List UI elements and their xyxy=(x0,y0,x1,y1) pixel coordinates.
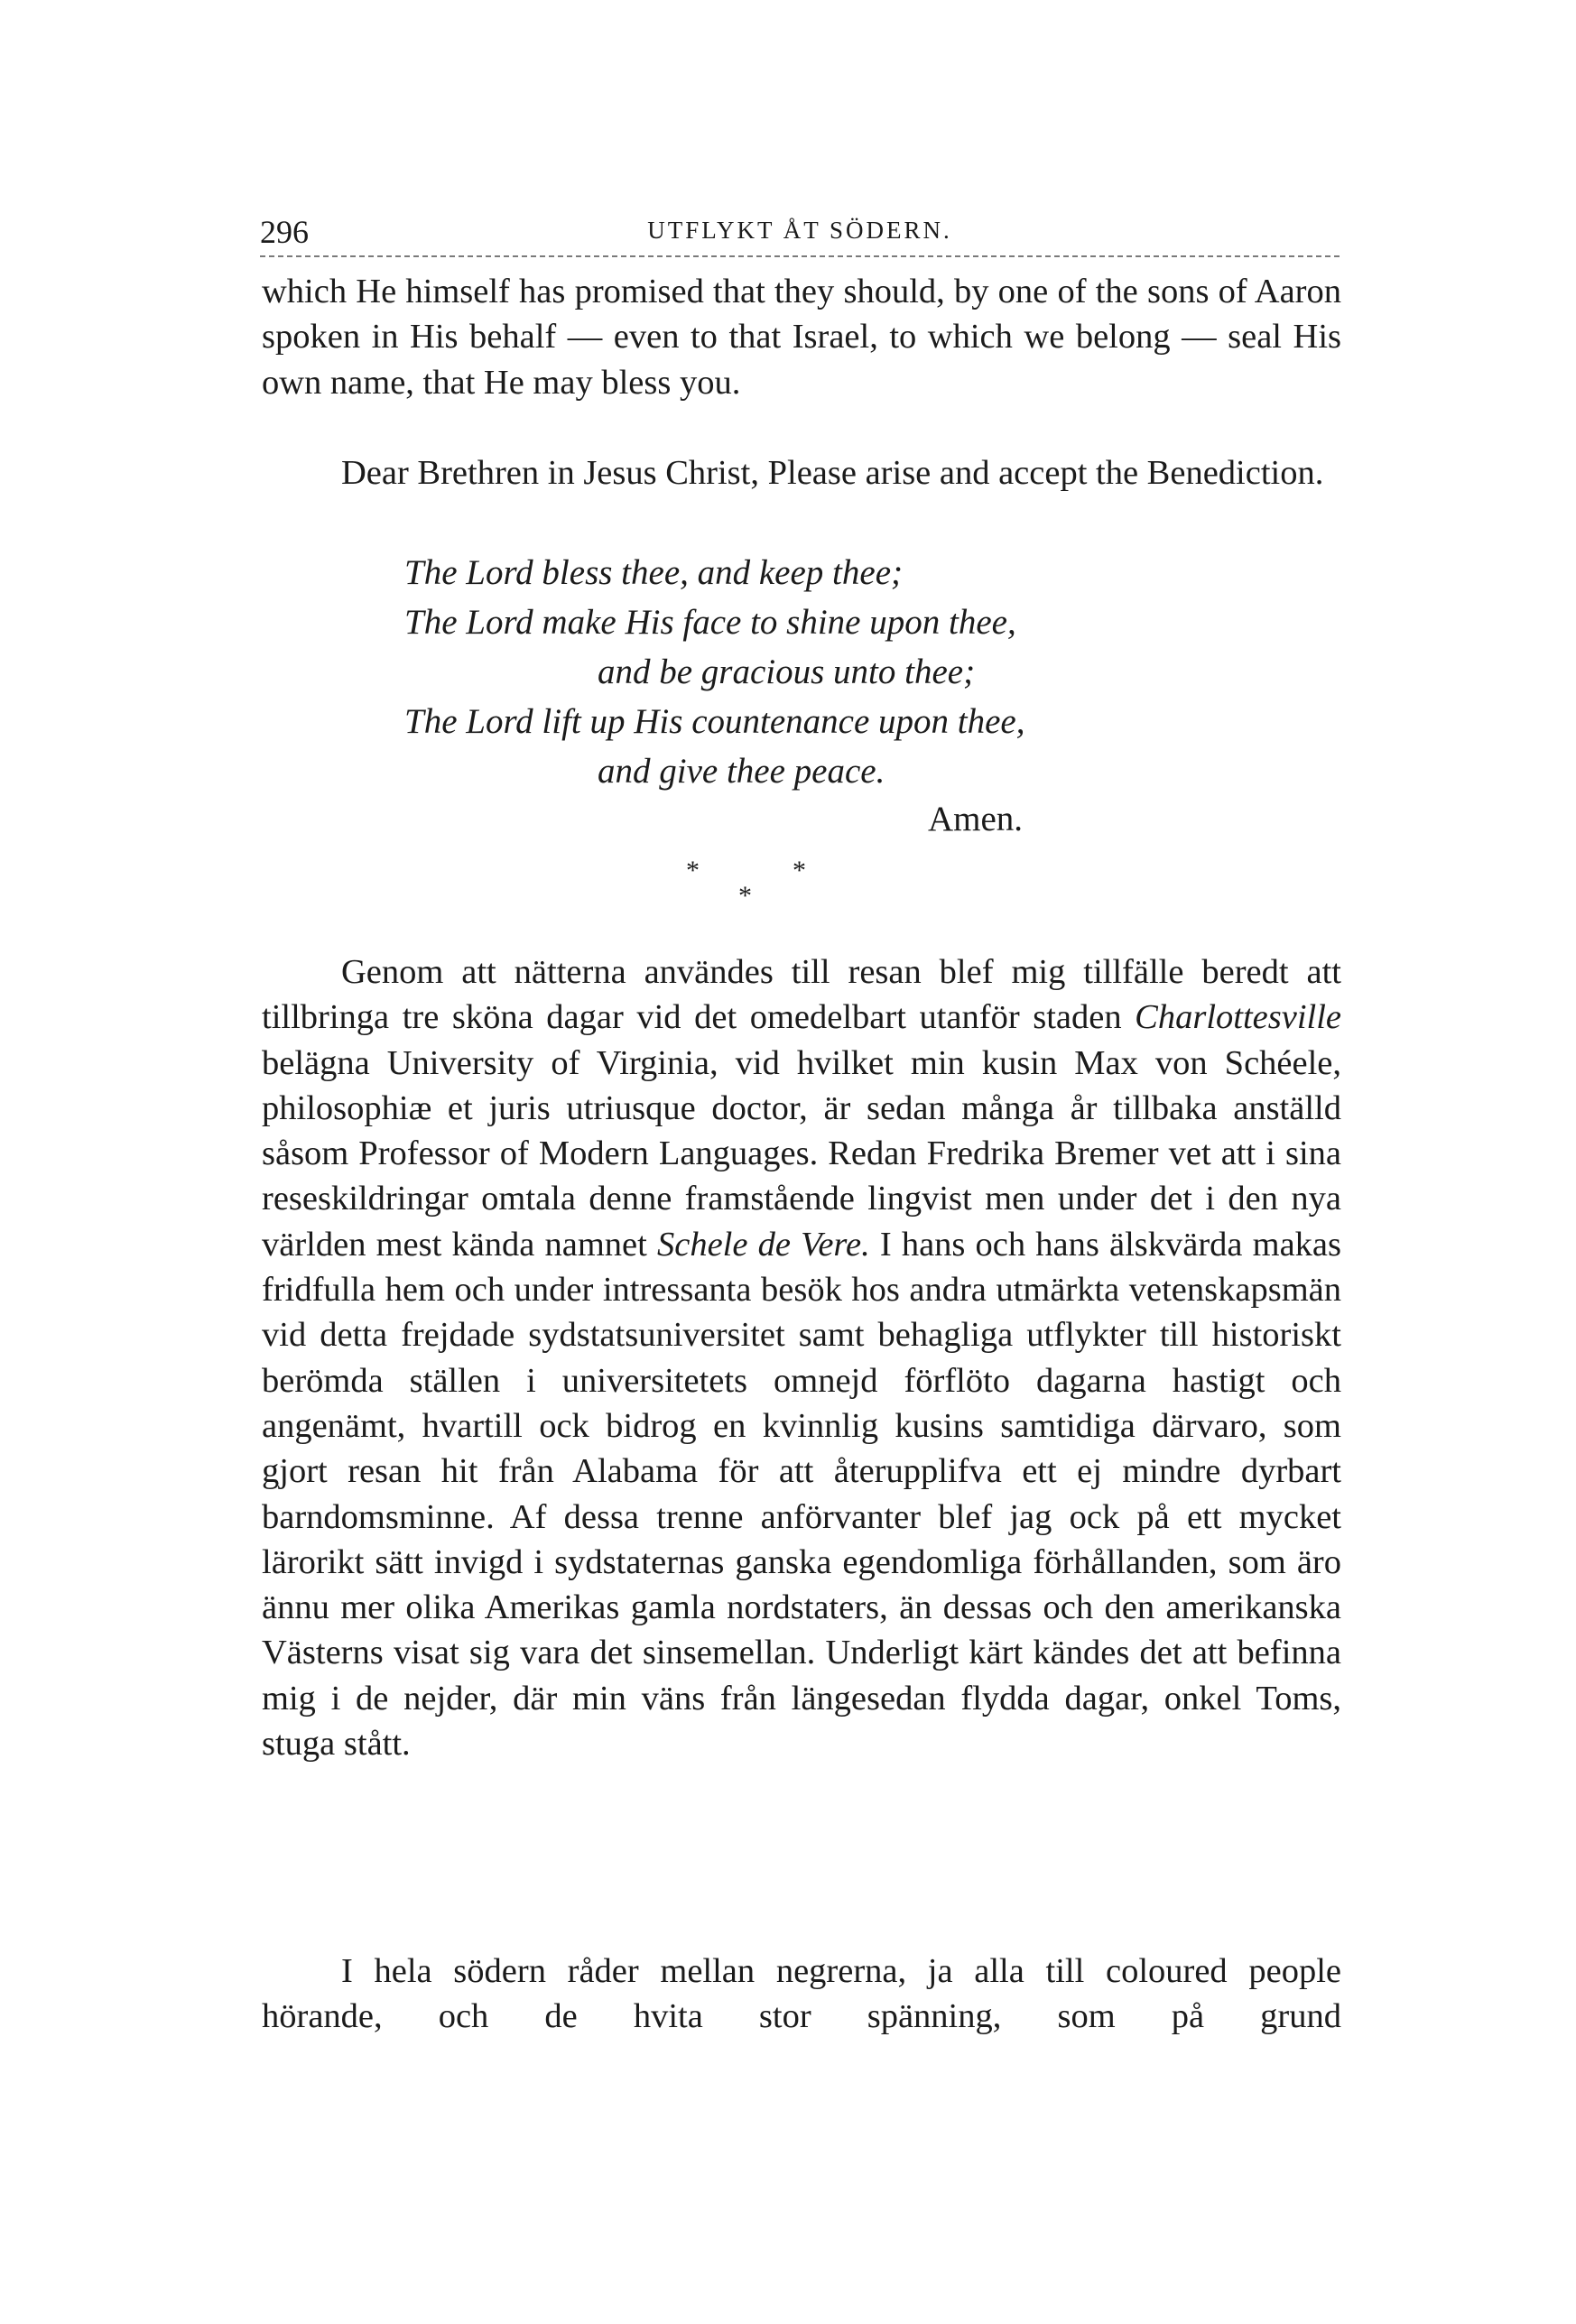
running-title: UTFLYKT ÅT SÖDERN. xyxy=(647,217,952,244)
paragraph-south: I hela södern råder mellan negrerna, ja alla till coloured people hörande, och de hvita stor spänning, som på grund xyxy=(262,1952,1341,2036)
paragraph-text: Genom att nätterna användes till resan blef mig tillfälle beredt att tillbringa tre sköna dagar vid det omedelbart utanför staden xyxy=(262,953,1341,1037)
benediction-line-1: The Lord bless thee, and keep thee; xyxy=(404,553,903,592)
paragraph-text: belägna University of Virginia, vid hvilket min kusin Max von Schéele, philosophiæ et juris utriusque doctor, är sedan många år tillbaka anställd såsom Professor of Modern Languages. Redan Fredrika Bremer vet att i sina reseskildringar omtala denne framstående lingvist men under det i den nya världen mest kända namnet xyxy=(262,1043,1341,1264)
person-name: Schele de Vere. xyxy=(657,1225,870,1264)
page-number: 296 xyxy=(260,214,309,250)
header-rule xyxy=(260,255,1340,257)
paragraph-charlottesville xyxy=(262,949,1341,1766)
separator-star: * xyxy=(738,881,752,911)
benediction-line-5: and give thee peace. xyxy=(598,752,885,791)
benediction-line-4: The Lord lift up His countenance upon thee, xyxy=(404,702,1025,741)
paragraph-continued: which He himself has promised that they should, by one of the sons of Aaron spoken in His behalf — even to that Israel, to which we belong — seal His own name, that He may bless you. xyxy=(262,273,1341,402)
amen: Amen. xyxy=(928,800,1024,838)
place-name: Charlottesville xyxy=(1135,998,1341,1037)
benediction-line-2: The Lord make His face to shine upon thee, xyxy=(404,603,1016,642)
paragraph-invitation: Dear Brethren in Jesus Christ, Please arise and accept the Benediction. xyxy=(341,454,1324,492)
separator-star: * xyxy=(686,856,700,885)
running-head xyxy=(260,213,1340,249)
paragraph-text: I hans och hans älskvärda makas fridfulla hem och under intressanta besök hos andra utmärkta vetenskapsmän vid detta frejdade sydstatsuniversitet samt behagliga utflykter till historiskt berömda ställen i universitetets omnejd förflöto dagarna hastigt och angenämt, hvartill ock bidrog en kvinnlig kusins samtidiga därvaro, som gjort resan hit från Alabama för att återupplifva ett ej mindre dyrbart barndomsminne. Af dessa trenne anförvanter blef jag ock på ett mycket lärorikt sätt invigd i sydstaternas ganska egendomliga förhållanden, som äro ännu mer olika Amerikas gamla nordstaters, än dessas och den amerikanska Västerns visat sig vara det sinsemellan. Underligt kärt kändes det att befinna mig i de nejder, där min väns från längesedan flydda dagar, onkel Toms, stuga stått. xyxy=(262,1225,1342,1764)
benediction-line-3: and be gracious unto thee; xyxy=(598,653,976,691)
separator-star: * xyxy=(793,856,806,885)
